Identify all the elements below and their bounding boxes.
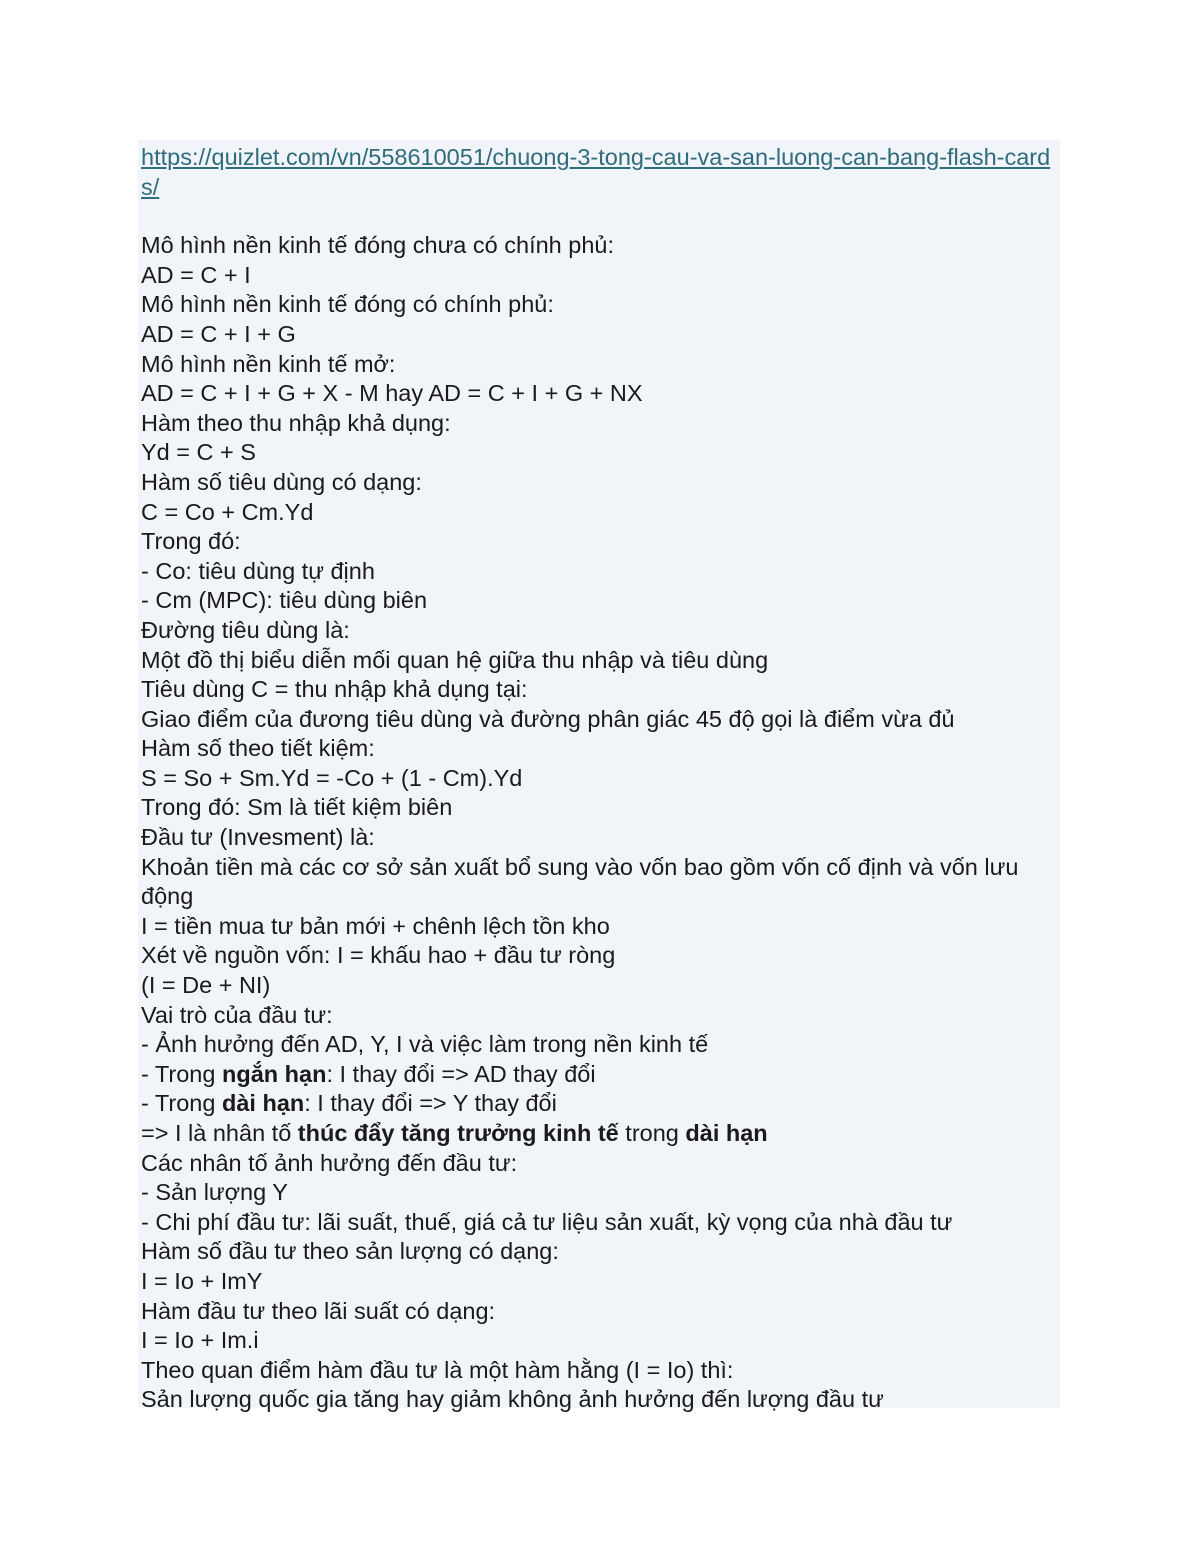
text-line: - Ảnh hưởng đến AD, Y, I và việc làm trong nền kinh tế <box>141 1031 709 1058</box>
text-line <box>141 1060 1056 1090</box>
text-line: Hàm số đầu tư theo sản lượng có dạng: <box>141 1238 559 1265</box>
text-line: Trong đó: <box>141 528 241 555</box>
text-line: Hàm đầu tư theo lãi suất có dạng: <box>141 1297 496 1324</box>
text-fragment: - Trong <box>141 1090 222 1117</box>
formula-line: I = Io + ImY <box>141 1267 263 1294</box>
text-line: - Co: tiêu dùng tự định <box>141 557 375 584</box>
text-line: Khoản tiền mà các cơ sở sản xuất bổ sung vào vốn bao gồm vốn cố định và vốn lưu động <box>141 853 1019 910</box>
text-line: Hàm số tiêu dùng có dạng: <box>141 468 422 495</box>
text-line: - Cm (MPC): tiêu dùng biên <box>141 587 428 614</box>
text-line: Mô hình nền kinh tế mở: <box>141 350 396 377</box>
text-line: Sản lượng quốc gia tăng hay giảm không ảnh hưởng đến lượng đầu tư <box>141 1386 884 1413</box>
formula-line: (I = De + NI) <box>141 972 271 999</box>
formula-line: S = So + Sm.Yd = -Co + (1 - Cm).Yd <box>141 764 523 791</box>
formula-line: Yd = C + S <box>141 439 256 466</box>
text-line: - Chi phí đầu tư: lãi suất, thuế, giá cả tư liệu sản xuất, kỳ vọng của nhà đầu tư <box>141 1208 953 1235</box>
quizlet-link[interactable]: https://quizlet.com/vn/558610051/chuong-3-tong-cau-va-san-luong-can-bang-flash-cards/ <box>141 144 1051 200</box>
text-line: Trong đó: Sm là tiết kiệm biên <box>141 794 453 821</box>
formula-line: C = Co + Cm.Yd <box>141 498 314 525</box>
text-fragment: => I là nhân tố <box>141 1120 298 1146</box>
text-line: - Sản lượng Y <box>141 1179 288 1206</box>
text-line <box>141 1119 1056 1149</box>
text-line: Theo quan điểm hàm đầu tư là một hàm hằng (I = Io) thì: <box>141 1356 734 1383</box>
formula-line: AD = C + I <box>141 261 251 288</box>
text-fragment: : I thay đổi => AD thay đổi <box>326 1060 596 1087</box>
note-content <box>141 143 1056 1415</box>
formula-line: I = Io + Im.i <box>141 1327 259 1354</box>
text-line: Hàm theo thu nhập khả dụng: <box>141 409 451 436</box>
text-fragment: : I thay đổi => Y thay đổi <box>304 1090 557 1117</box>
bold-fragment: dài hạn <box>685 1120 768 1146</box>
text-line: Xét về nguồn vốn: I = khấu hao + đầu tư ròng <box>141 942 616 969</box>
text-line: I = tiền mua tư bản mới + chênh lệch tồn kho <box>141 912 610 939</box>
text-line: Mô hình nền kinh tế đóng có chính phủ: <box>141 291 554 318</box>
text-line: Một đồ thị biểu diễn mối quan hệ giữa thu nhập và tiêu dùng <box>141 646 769 673</box>
bold-fragment: dài hạn <box>221 1090 305 1117</box>
text-fragment: trong <box>618 1120 686 1146</box>
text-fragment: - Trong <box>141 1060 222 1087</box>
text-line: Tiêu dùng C = thu nhập khả dụng tại: <box>141 676 528 703</box>
text-line: Mô hình nền kinh tế đóng chưa có chính phủ: <box>141 232 615 259</box>
bold-fragment: thúc đẩy tăng trưởng kinh tế <box>297 1120 619 1146</box>
spacer <box>141 202 1056 231</box>
bold-fragment: ngắn hạn <box>221 1060 327 1087</box>
text-line: Các nhân tố ảnh hưởng đến đầu tư: <box>141 1149 518 1176</box>
formula-line: AD = C + I + G + X - M hay AD = C + I + G + NX <box>141 380 643 407</box>
text-line: Vai trò của đầu tư: <box>141 1001 333 1028</box>
text-line: Đầu tư (Invesment) là: <box>141 824 375 851</box>
text-line: Hàm số theo tiết kiệm: <box>141 735 375 762</box>
text-line: Đường tiêu dùng là: <box>141 616 350 643</box>
text-line: Giao điểm của đương tiêu dùng và đường phân giác 45 độ gọi là điểm vừa đủ <box>141 705 955 732</box>
text-line <box>141 1089 1056 1119</box>
formula-line: AD = C + I + G <box>141 320 296 347</box>
